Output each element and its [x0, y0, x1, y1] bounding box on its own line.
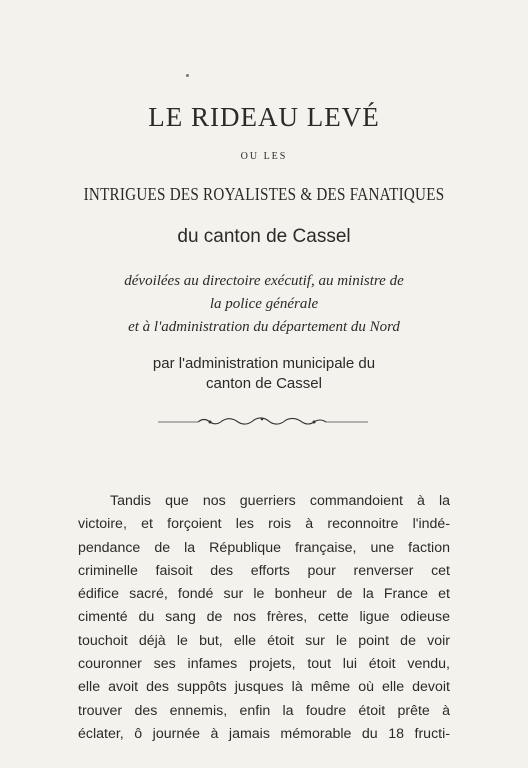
page-title: LE RIDEAU LEVÉ	[148, 102, 380, 132]
body-line: victoire, et forçoient les rois à reconnoitre l'indé-	[78, 516, 450, 533]
body-line: touchoit déjà le but, elle étoit sur le point de voir	[78, 632, 450, 649]
author-line: canton de Cassel	[206, 375, 322, 392]
author-line: par l'administration municipale du	[152, 355, 376, 372]
subtitle: INTRIGUES DES ROYALISTES & DES FANATIQUES	[83, 184, 445, 204]
dedication-line: dévoilées au directoire exécutif, au ministre de	[124, 273, 404, 289]
dedication-line: la police générale	[209, 296, 319, 312]
ou-les-connector: OU LES	[240, 151, 288, 162]
body-line: elle avoit des suppôts jusques là même où elle devoit	[78, 679, 450, 696]
ornamental-divider	[158, 414, 368, 428]
body-line: trouver des ennemis, enfin la foudre étoit prête à	[78, 702, 450, 719]
canton-line: du canton de Cassel	[177, 226, 351, 247]
body-line: pendance de la République française, une faction	[78, 539, 450, 556]
author-block	[60, 354, 468, 394]
ink-speck	[186, 74, 189, 77]
dedication-line: et à l'administration du département du Nord	[128, 319, 400, 335]
body-paragraph	[78, 490, 450, 746]
body-line: Tandis que nos guerriers commandoient à la	[110, 493, 450, 509]
body-line: éclater, ô journée à jamais mémorable du 18 fructi-	[78, 725, 450, 742]
dedication-block	[60, 270, 468, 339]
body-line: édifice sacré, fondé sur le bonheur de la France et	[78, 586, 450, 603]
body-line: couronner ses infames projets, tout lui étoit vendu,	[78, 656, 450, 673]
body-line: cimenté du sang de nos frères, cette ligue odieuse	[78, 609, 450, 626]
body-line: criminelle faisoit des efforts pour renverser cet	[78, 562, 450, 579]
